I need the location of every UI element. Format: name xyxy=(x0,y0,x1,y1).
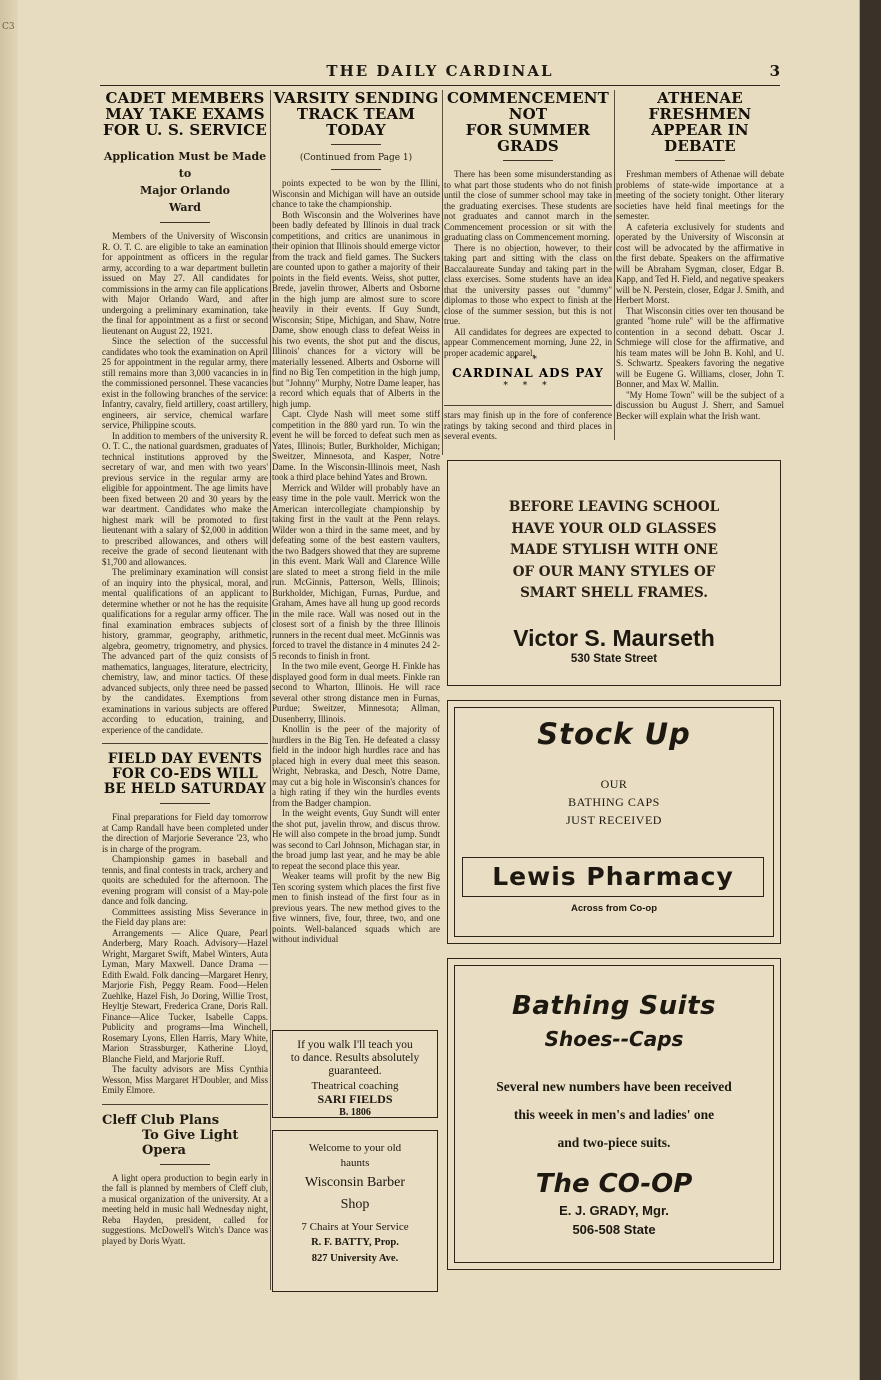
deck-cadet xyxy=(102,148,268,216)
ad-victor-maurseth xyxy=(447,460,781,686)
headline-cadet xyxy=(102,90,268,138)
ad-text: 7 Chairs at Your Service xyxy=(301,1221,409,1233)
column-4 xyxy=(616,90,784,421)
paragraph: Weaker teams will profit by the new Big Ten scoring system which places the first five men to finish instead of the first four as in previous years. The new method gives to the five winners, five, four, three, two, and one points. Well-balanced squads which are without individual xyxy=(272,871,440,944)
headline-varsity xyxy=(272,90,440,138)
headline-line: VARSITY SENDING xyxy=(273,89,439,107)
paragraph: In addition to members of the university R. O. T. C., the national guardsmen, graduates of technical institutions approved by the secretary of war, and men with two years' previous service in the regular army are eligible for appointment. The age limits have been fixed between 20 and 30 years by the war deartment. Candidates who make the highest mark will be promoted to first lieutenant with a salary of $2,000 in addition to prescribed allowances, and others will receive the grade of second lieutenant with $1,700 and allowances. xyxy=(102,430,268,567)
ad-copy xyxy=(448,497,780,605)
divider xyxy=(444,405,612,406)
ad-manager: E. J. GRADY, Mgr. xyxy=(559,1203,669,1218)
ad-name: Shop xyxy=(340,1197,370,1212)
ad-name: Wisconsin Barber xyxy=(304,1175,406,1190)
paragraph: There has been some misunderstanding as to what part those students who do not finish until the close of summer school may take in the graduating exercises. These students are not graduates and cannot march in the Commencement procession or sit with the graduating class on Commencement morning. xyxy=(444,169,612,242)
headline-line: FOR SUMMER GRADS xyxy=(465,121,591,155)
deck-line: Major Orlando xyxy=(140,184,230,197)
ad-the-coop xyxy=(447,958,781,1270)
ad-text: OUR xyxy=(600,777,628,791)
column-rule xyxy=(442,90,443,455)
ad-sari-fields xyxy=(272,1030,438,1118)
ad-text: Theatrical coaching xyxy=(311,1080,399,1092)
ad-name: Victor S. Maurseth xyxy=(513,624,715,651)
ad-text: guaranteed. xyxy=(328,1065,382,1077)
article-body-cleff-club xyxy=(102,1173,268,1247)
paragraph: A light opera production to begin early in the fall is planned by members of Cleff club, a musical organization of the university. At a meeting held in music hall Wednesday night, Reba Hayden, president, called for suggestions. McDowell's Witch's Dance was played by Doris Wyatt. xyxy=(102,1172,268,1246)
deck-line: Ward xyxy=(168,201,201,214)
ad-text: HAVE YOUR OLD GLASSES xyxy=(511,520,717,537)
paragraph: The preliminary examination will consist of an inquiry into the physical, moral, and mental qualifications of an applicant to determine whether or not he has the requisite qualifications for a regular army officer. The final examination embraces subjects of history, grammar, geography, arithmetic, algebra, geometry, trignometry, and physics. The advanced part of the quiz consists of mathematics, languages, literature, electricity, chemistry, law, and minor tactics. Of these advanced subjects, only three need be passed by the candidates. Exemptions from examinations in various subjects are offered according to education, training, and experience of the candidate. xyxy=(102,567,268,735)
paragraph: Merrick and Wilder will probably have an easy time in the pole vault. Merrick won the American intercollegiate championship by taking first in the vault at the Penn relays. Wilder won a third in the same meet, and by defeating some of the best eastern vaulters, the two Badgers showed that they are supreme in this event. Mark Wall and Clarence Wille are slated to meet a strong field in the mile run. McGinnis, Patterson, Wells, Illinois; Burkholder, Michigan, Furnas, Purdue, and Graham, Ames have all hung up good records in the mile race. Wall was nosed out in the closest sort of a finish by the three Illinois runners in the recent dual meet. McGinnis was forced to travel the distance in 4 minutes 24 2-5 reconds to finish in front. xyxy=(272,482,440,661)
paragraph: A cafeteria exclusively for students and operated by the University of Wisconsin at cost will be advocated by the affirmative in the first debate. Speakers on the affirmative will be Abraham Sygman, closer, Edgar B. Kapp, and Ted H. Field, and negative speakers will be N. Perstein, closer, Edgar J. Smith, and Herbert Morst. xyxy=(616,221,784,305)
headline-line: APPEAR IN DEBATE xyxy=(651,121,749,155)
headline-commencement xyxy=(444,90,612,154)
headline-cleff-club xyxy=(102,1113,268,1158)
ad-name: Lewis Pharmacy xyxy=(462,857,764,897)
headline-line: FOR CO-EDS WILL xyxy=(112,766,258,782)
ad-text: SMART SHELL FRAMES. xyxy=(520,585,708,601)
paragraph: That Wisconsin cities over ten thousand be granted "home rule" will be the affirmative contention in a second debatt. Oscar J. Schmiege will close for the affirmative, and his team mates will be John B. Kohl, and U. S. Schwartz. Speakers favoring the negative will be Eugene G. Williams, closer, John T. Bonner, and Max W. Mallin. xyxy=(616,305,784,389)
column-rule xyxy=(614,90,615,440)
divider xyxy=(102,1104,268,1105)
paragraph: Committees assisting Miss Severance in the Field day plans are: xyxy=(102,906,268,927)
article-jump-text: stars may finish up in the fore of conference ratings by taking second and third places in several events. xyxy=(444,410,612,441)
column-1 xyxy=(102,90,268,1246)
headline-line: To Give Light Opera xyxy=(142,1127,239,1158)
headline-line: FOR U. S. SERVICE xyxy=(103,121,267,139)
paragraph: Capt. Clyde Nash will meet some stiff competition in the 880 yard run. To win the event he will be forced to defeat such men as Yates, Illinois; Butler, Burkholder, Michigan; Sweitzer, Minnesota, and Kasper, Notre Dame. In the Wisconsin-Illinois meet, Nash took a third place behind Yates and Brown. xyxy=(272,409,440,482)
column-2 xyxy=(272,90,440,945)
article-body-cadet xyxy=(102,231,268,735)
divider xyxy=(331,169,381,170)
ornament: * * * xyxy=(503,381,553,391)
paragraph: Arrangements — Alice Quare, Pearl Anderberg, Mary Roach. Advisory—Hazel Wright, Margaret Swift, Mabel Winters, Auta Lyman, Mary Maxwell. Dance Drama — Edith Ewald. Folk dancing—Margaret Henry, Marjorie Fish, Peggy Ream. Food—Helen Zuehlke, Hazel Fish, Jo Doring, Willie Trost, Heyltje Stewart, Frederica Crane, Doris Rall. Finance—Alice Tucker, Isabelle Capps. Publicity and programs—Ima Winchell, Rosemary Lyons, Ellen Harris, Mary White, Marion Strassburger, Katherine Lloyd, Blanche Field, and Marjorie Ruff. xyxy=(102,927,268,1064)
article-body-field-day xyxy=(102,812,268,1096)
paragraph: Championship games in baseball and tennis, and final contests in track, archery and quoits are scheduled for the afternoon. The evening program will consist of a May-pole dance and folk dancing. xyxy=(102,854,268,906)
paragraph: There is no objection, however, to their taking part and sitting with the class on Baccalaureate Sunday and taking part in the class exercises. Some students have an idea that the university passes out "dummy" diplomas to those who expect to finish at the close of the summer session, but this is not true. xyxy=(444,242,612,326)
masthead xyxy=(100,62,780,86)
ad-address: 530 State Street xyxy=(570,652,658,665)
column-rule xyxy=(270,90,271,1290)
continued-note: (Continued from Page 1) xyxy=(299,153,413,163)
ad-text: Several new numbers have been received xyxy=(496,1079,732,1094)
cardinal-ads-filler xyxy=(444,355,612,442)
paragraph: All candidates for degrees are expected to appear Commencement morning, June 22, in proper academic apparel. xyxy=(444,326,612,358)
ad-proprietor: R. F. BATTY, Prop. xyxy=(311,1237,399,1248)
ad-text: BATHING CAPS xyxy=(568,795,660,809)
ad-text: OF OUR MANY STYLES OF xyxy=(512,563,716,580)
headline-line: COMMENCEMENT NOT xyxy=(446,89,610,123)
paragraph: Freshman members of Athenae will debate problems of state-wide importance at a meeting of the society tonight. Other literary societies have held final meetings for the semester. xyxy=(616,169,784,221)
ad-location: Across from Co-op xyxy=(570,903,658,914)
article-body-athenae xyxy=(616,169,784,421)
paragraph: In the weight events, Guy Sundt will enter the shot put, javelin throw, and discus throw. He will also compete in the broad jump. Sundt was second to Carl Johnson, Michagan star, in the broad jump last year, and he may be able to repeat the second place this year. xyxy=(272,808,440,871)
paragraph: "My Home Town" will be the subject of a discussion bu August J. Sherr, and Samuel Becker will explain what the Irish want. xyxy=(616,389,784,421)
headline-line: ATHENAE FRESHMEN xyxy=(648,89,752,123)
headline-line: BE HELD SATURDAY xyxy=(103,781,267,797)
ad-text: If you walk I'll teach you xyxy=(297,1039,413,1051)
divider xyxy=(675,160,725,161)
headline-line: FIELD DAY EVENTS xyxy=(107,751,263,767)
ornament: * * xyxy=(513,355,543,365)
divider xyxy=(160,803,210,804)
ad-text: to dance. Results absolutely xyxy=(290,1052,420,1064)
ad-subheadline: Shoes--Caps xyxy=(544,1027,684,1051)
paragraph: In the two mile event, George H. Finkle has displayed good form in dual meets. Finkle ran second to Wharton, Illinois. He will race several other strong distance men in Furnas, Purdue; Sweitzer, Minnesota; Allman, Dusenberry, Illinois. xyxy=(272,661,440,724)
paragraph: Since the selection of the successful candidates who took the examination on April 25 for appointment in the regular army, there still remains more than 3,000 vacancies in in the commissioned personnel. These vacancies exist in the following branches of the service: Infantry, cavalry, field artillery, coast artillery, engineers, air service, chemical warfare service, Philippine scouts. xyxy=(102,336,268,430)
ad-text: BEFORE LEAVING SCHOOL xyxy=(508,499,720,515)
divider xyxy=(102,743,268,744)
headline-field-day xyxy=(102,752,268,797)
headline-line: Cleff Club Plans xyxy=(102,1112,220,1128)
paragraph: The faculty advisors are Miss Cynthia Wesson, Miss Margaret H'Doubler, and Miss Emily Elmore. xyxy=(102,1064,268,1095)
ad-lewis-pharmacy xyxy=(447,700,781,944)
headline-athenae xyxy=(616,90,784,154)
ad-headline: Bathing Suits xyxy=(512,991,716,1021)
ad-name: The CO-OP xyxy=(535,1169,693,1199)
paragraph: Final preparations for Field day tomorrow at Camp Randall have been completed under the direction of Marjorie Severance '23, who is in charge of the program. xyxy=(102,812,268,854)
paragraph: points expected to be won by the Illini, Wisconsin and Michigan will have an outside chance to take the championship. xyxy=(272,178,440,209)
paragraph: Members of the University of Wisconsin R. O. T. C. are eligible to take an eamination for appointment as officers in the regular army, according to a war department bulletin issued on May 27. All candidates for commissions in the army can file applications with Major Orlando Ward, and after undergoing a preliminary examination, take the final for appointment as a first or second lieutenant on August 22, 1921. xyxy=(102,231,268,336)
ad-text: and two-piece suits. xyxy=(557,1135,671,1150)
ad-inner-frame xyxy=(454,965,774,1263)
ad-address: 506-508 State xyxy=(572,1222,656,1237)
ad-headline: Stock Up xyxy=(537,717,691,751)
divider xyxy=(160,1164,210,1165)
paragraph: Knollin is the peer of the majority of hurdlers in the Big Ten. He defeated a classy field in the indoor high hurdles race and has placed high in every dual meet this season. Wright, Nebraska, and Desch, Notre Dame, may cut a big hole in Wisconsin's chances for a high rating if they win the hurdles events from the Badger champion. xyxy=(272,724,440,808)
deck-line: Application Must be Made to xyxy=(103,150,267,180)
binding-edge xyxy=(0,0,18,1380)
ad-name: SARI FIELDS xyxy=(317,1092,393,1106)
newspaper-title: THE DAILY CARDINAL xyxy=(326,62,554,80)
paragraph: Both Wisconsin and the Wolverines have been badly defeated by Illinois in dual track competitions, and critics are unanimous in their opinion that Illinois should emerge victor from the track and field games. The Suckers are counted upon to gather a majority of their points in the field events. Weiss, shot putter, Brede, javelin thrower, Alberts and Osborne in the high jump are almost sure to score heavily in their events. If Guy Sundt, Wisconsin; Stipe, Michigan, and Shaw, Notre Dame, show enough class to defeat Weiss in his two events, the shot put and the discus, Illinois' chances for a victory will be materially lessened. Alberts and Osborne will find no Big Ten competition in the high jump, but "Johnny" Murphy, Notre Dame leaper, has a record which equals that of Alberts in the high jump. xyxy=(272,209,440,409)
divider xyxy=(160,222,210,223)
page-number: 3 xyxy=(769,62,780,80)
article-body-varsity xyxy=(272,178,440,945)
ad-address: 827 University Ave. xyxy=(311,1253,399,1264)
ad-wisconsin-barber-shop xyxy=(272,1130,438,1292)
column-3 xyxy=(444,90,612,358)
ad-text: MADE STYLISH WITH ONE xyxy=(510,542,718,558)
headline-line: MAY TAKE EXAMS xyxy=(105,105,265,123)
headline-line: CADET MEMBERS xyxy=(105,89,265,107)
filler-label: CARDINAL ADS PAY xyxy=(452,366,604,380)
headline-line: TRACK TEAM TODAY xyxy=(296,105,416,139)
ad-text: Welcome to your old xyxy=(308,1142,402,1154)
ad-text: haunts xyxy=(340,1157,370,1169)
divider xyxy=(331,144,381,145)
ad-text: JUST RECEIVED xyxy=(566,813,662,827)
divider xyxy=(503,160,553,161)
ad-text: this weeek in men's and ladies' one xyxy=(513,1107,715,1122)
binding-mark: C3 xyxy=(2,22,15,32)
article-body-commencement xyxy=(444,169,612,358)
ad-phone: B. 1806 xyxy=(339,1107,371,1118)
